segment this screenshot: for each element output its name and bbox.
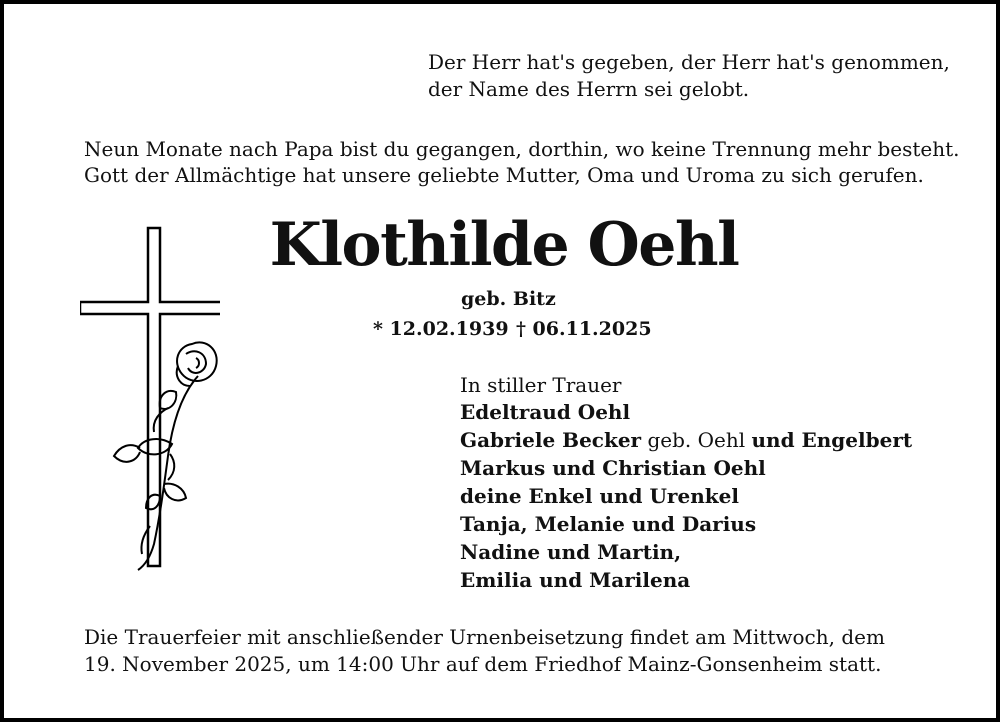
mourner-line-7: Emilia und Marilena [460,568,691,592]
birth-name: geb. Bitz [461,288,556,310]
intro-line-2: Gott der Allmächtige hat unsere geliebte Mutter, Oma und Uroma zu sich gerufen. [84,163,924,187]
cross-icon [80,226,220,576]
mourner-line-3: Markus und Christian Oehl [460,456,766,480]
funeral-line-2: 19. November 2025, um 14:00 Uhr auf dem Friedhof Mainz-Gonsenheim statt. [84,652,882,676]
mourner-line-2-name: Gabriele Becker [460,428,642,452]
mourner-line-2-partner: und Engelbert [751,428,913,452]
intro-line-1: Neun Monate nach Papa bist du gegangen, dorthin, wo keine Trennung mehr besteht. [84,137,960,161]
mourners-heading: In stiller Trauer [460,373,622,397]
mourner-line-2 [460,427,912,453]
quote-line-1: Der Herr hat's gegeben, der Herr hat's genommen, [428,50,950,74]
quote-line-2: der Name des Herrn sei gelobt. [428,77,750,101]
deceased-name: Klothilde Oehl [269,210,739,280]
mourner-line-4: deine Enkel und Urenkel [460,484,739,508]
mourner-line-5: Tanja, Melanie und Darius [460,512,757,536]
death-date: † 06.11.2025 [516,318,652,340]
rose-icon [114,342,217,570]
mourner-line-1: Edeltraud Oehl [460,400,631,424]
mourner-line-2-birthname: geb. Oehl [641,428,752,452]
mourner-line-6: Nadine und Martin, [460,540,682,564]
birth-date: * 12.02.1939 [373,318,509,340]
funeral-line-1: Die Trauerfeier mit anschließender Urnenbeisetzung findet am Mittwoch, dem [84,625,885,649]
